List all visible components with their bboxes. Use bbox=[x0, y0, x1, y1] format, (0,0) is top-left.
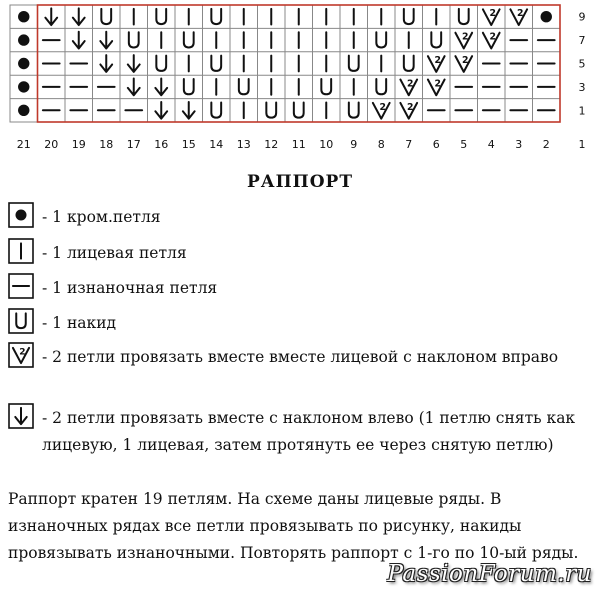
edge-stitch-symbol bbox=[15, 209, 26, 220]
column-number: 2 bbox=[542, 138, 550, 151]
ssk-left-symbol bbox=[128, 79, 140, 96]
svg-text:2: 2 bbox=[406, 78, 414, 90]
yarn-over-symbol bbox=[404, 9, 414, 24]
yarn-over-symbol bbox=[129, 32, 139, 47]
k2tog-right-symbol bbox=[483, 32, 500, 49]
svg-text:2: 2 bbox=[434, 78, 441, 90]
legend-text-yarn-over: - 1 накид bbox=[42, 314, 117, 332]
column-number: 17 bbox=[126, 138, 141, 151]
yarn-over-symbol bbox=[349, 102, 359, 117]
yarn-over-symbol bbox=[404, 56, 414, 71]
yarn-over-symbol bbox=[431, 32, 441, 47]
column-number: 15 bbox=[181, 138, 196, 151]
yarn-over-symbol bbox=[211, 9, 221, 24]
yarn-over-symbol bbox=[239, 79, 249, 94]
edge-stitch-symbol bbox=[18, 11, 29, 22]
yarn-over-symbol bbox=[321, 79, 331, 94]
legend-text-ssk-left: - 2 петли провязать вместе с наклоном влево (1 петлю снять как лицевую, 1 лицевая, затем протянуть ее через снятую петлю) bbox=[42, 409, 576, 454]
svg-text:2: 2 bbox=[434, 55, 441, 67]
ssk-left-symbol bbox=[100, 55, 112, 72]
column-number: 6 bbox=[432, 138, 440, 151]
ssk-left-symbol bbox=[73, 8, 85, 25]
svg-text:2: 2 bbox=[379, 101, 386, 113]
column-number: 16 bbox=[154, 138, 169, 151]
row-number: 1 bbox=[578, 104, 586, 118]
svg-text:2: 2 bbox=[19, 347, 26, 358]
ssk-left-symbol bbox=[128, 55, 140, 72]
ssk-left-icon bbox=[8, 403, 34, 429]
column-number: 11 bbox=[291, 138, 306, 151]
k2tog-right-symbol bbox=[455, 55, 472, 72]
row-number: 5 bbox=[578, 57, 586, 71]
column-number: 20 bbox=[44, 138, 59, 151]
edge-stitch-symbol bbox=[18, 81, 29, 92]
ssk-left-symbol bbox=[155, 79, 167, 96]
edge-stitch-icon bbox=[8, 202, 34, 228]
column-number: 18 bbox=[99, 138, 114, 151]
legend-text-k2tog-right: - 2 петли провязать вместе вместе лицевой с наклоном вправо bbox=[42, 348, 559, 366]
column-number: 19 bbox=[71, 138, 86, 151]
column-number: 1 bbox=[578, 138, 586, 151]
edge-stitch-symbol bbox=[541, 11, 552, 22]
knit-stitch-icon bbox=[8, 238, 34, 264]
yarn-over-symbol bbox=[101, 9, 111, 24]
ssk-left-symbol bbox=[45, 8, 57, 25]
svg-text:2: 2 bbox=[489, 8, 496, 20]
yarn-over-symbol bbox=[156, 56, 166, 71]
k2tog-right-symbol bbox=[400, 102, 417, 119]
yarn-over-symbol bbox=[294, 102, 304, 117]
edge-stitch-symbol bbox=[18, 105, 29, 116]
column-number: 8 bbox=[377, 138, 385, 151]
ssk-left-symbol bbox=[155, 102, 167, 119]
knitting-chart bbox=[0, 0, 600, 170]
column-number: 14 bbox=[209, 138, 224, 151]
k2tog-right-symbol bbox=[455, 32, 472, 49]
yarn-over-symbol bbox=[376, 32, 386, 47]
yarn-over-symbol bbox=[459, 9, 469, 24]
k2tog-right-symbol bbox=[400, 78, 417, 95]
k2tog-right-symbol bbox=[483, 8, 500, 25]
svg-text:2: 2 bbox=[489, 31, 496, 43]
column-number: 3 bbox=[515, 138, 523, 151]
yarn-over-symbol bbox=[376, 79, 386, 94]
legend-text-knit-stitch: - 1 лицевая петля bbox=[42, 244, 187, 262]
k2tog-right-symbol bbox=[373, 102, 390, 119]
k2tog-right-symbol bbox=[428, 78, 445, 95]
legend-text-edge-stitch: - 1 кром.петля bbox=[42, 208, 161, 226]
yarn-over-symbol bbox=[211, 102, 221, 117]
column-number: 9 bbox=[350, 138, 358, 151]
svg-text:2: 2 bbox=[461, 55, 469, 67]
yarn-over-symbol bbox=[184, 32, 194, 47]
yarn-over-icon bbox=[8, 308, 34, 334]
k2tog-right-icon bbox=[8, 342, 34, 368]
svg-text:2: 2 bbox=[461, 31, 469, 43]
column-number: 5 bbox=[460, 138, 468, 151]
purl-stitch-icon bbox=[8, 273, 34, 299]
column-number: 10 bbox=[319, 138, 334, 151]
legend-text-purl-stitch: - 1 изнаночная петля bbox=[42, 279, 218, 297]
column-number: 4 bbox=[487, 138, 495, 151]
edge-stitch-symbol bbox=[18, 58, 29, 69]
yarn-over-symbol bbox=[349, 56, 359, 71]
row-number: 7 bbox=[578, 34, 586, 48]
svg-text:2: 2 bbox=[406, 101, 414, 113]
column-number: 7 bbox=[405, 138, 413, 151]
row-number: 3 bbox=[578, 80, 586, 94]
column-number: 12 bbox=[264, 138, 279, 151]
yarn-over-symbol bbox=[266, 102, 276, 117]
pattern-notes: Раппорт кратен 19 петлям. На схеме даны лицевые ряды. В изнаночных рядах все петли провязывать по рисунку, накиды провязывать изнаночными. Повторять раппорт с 1-го по 10-ый ряды. bbox=[8, 490, 579, 562]
column-number: 21 bbox=[16, 138, 31, 151]
yarn-over-symbol bbox=[184, 79, 194, 94]
edge-stitch-symbol bbox=[18, 34, 29, 45]
k2tog-right-symbol bbox=[428, 55, 445, 72]
watermark: PassionForum.ru bbox=[387, 561, 592, 587]
ssk-left-symbol bbox=[183, 102, 195, 119]
svg-text:2: 2 bbox=[516, 8, 524, 20]
yarn-over-symbol bbox=[156, 9, 166, 24]
row-number: 9 bbox=[578, 10, 586, 24]
k2tog-right-symbol bbox=[510, 8, 527, 25]
yarn-over-symbol bbox=[211, 56, 221, 71]
ssk-left-symbol bbox=[100, 32, 112, 49]
rapport-caption: РАППОРТ bbox=[247, 172, 353, 192]
column-number: 13 bbox=[236, 138, 251, 151]
ssk-left-symbol bbox=[73, 32, 85, 49]
